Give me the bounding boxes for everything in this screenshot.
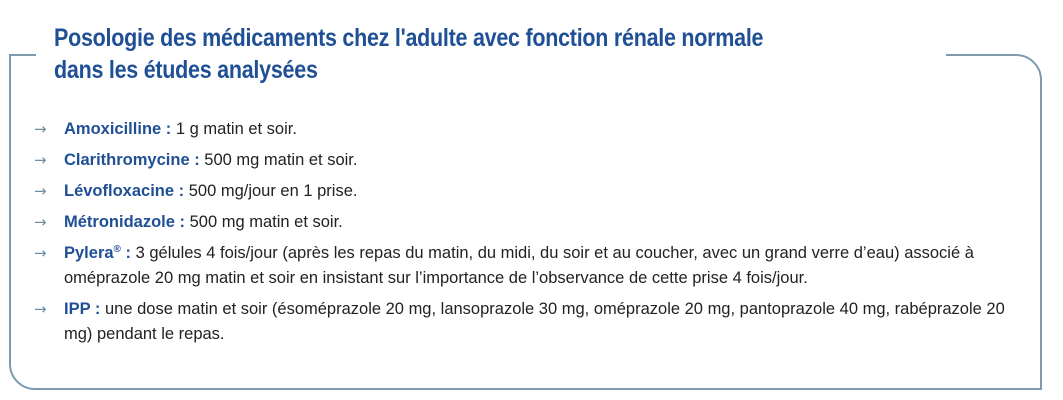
dosage-text: 3 gélules 4 fois/jour (après les repas du matin, du midi, du soir et au coucher, avec un grand verre d’eau) associé à oméprazole 20 mg matin et soir en insistant sur l’importance de l’observance de cette prise 4 fois/jour. (64, 244, 974, 287)
list-item-ipp (34, 297, 1034, 347)
box-title-line-1: Posologie des médicaments chez l'adulte avec fonction rénale normale (54, 24, 764, 52)
arrow-right-icon: → (34, 120, 47, 138)
list-item-amoxicilline (34, 117, 1034, 142)
dosage-text: 500 mg matin et soir. (189, 213, 343, 231)
dosage-text: 500 mg/jour en 1 prise. (188, 182, 358, 200)
arrow-right-icon: → (34, 151, 47, 169)
drug-name: Amoxicilline : (64, 120, 172, 138)
drug-name: Clarithromycine : (64, 151, 200, 169)
arrow-right-icon: → (34, 300, 47, 318)
dosage-list (34, 117, 1034, 353)
registered-trademark-mark: ® (113, 244, 121, 255)
dosage-text: 1 g matin et soir. (175, 120, 297, 138)
arrow-right-icon: → (34, 182, 47, 200)
arrow-right-icon: → (34, 244, 47, 262)
dosage-text: une dose matin et soir (ésoméprazole 20 mg, lansoprazole 30 mg, oméprazole 20 mg, pantoprazole 40 mg, rabéprazole 20 mg) pendant le repas. (64, 300, 1005, 343)
list-item-pylera (34, 241, 1034, 291)
drug-name: Lévofloxacine : (64, 182, 185, 200)
drug-name-text: Pylera (64, 244, 114, 262)
box-title-line-2: dans les études analysées (54, 56, 318, 84)
drug-name-suffix: : (120, 244, 132, 262)
drug-name: IPP : (64, 300, 101, 318)
drug-name: Métronidazole : (64, 213, 186, 231)
list-item-metronidazole (34, 210, 1034, 235)
list-item-clarithromycine (34, 148, 1034, 173)
arrow-right-icon: → (34, 213, 47, 231)
dosage-text: 500 mg matin et soir. (204, 151, 358, 169)
box-title (54, 22, 811, 86)
drug-name (64, 244, 131, 262)
list-item-levofloxacine (34, 179, 1034, 204)
